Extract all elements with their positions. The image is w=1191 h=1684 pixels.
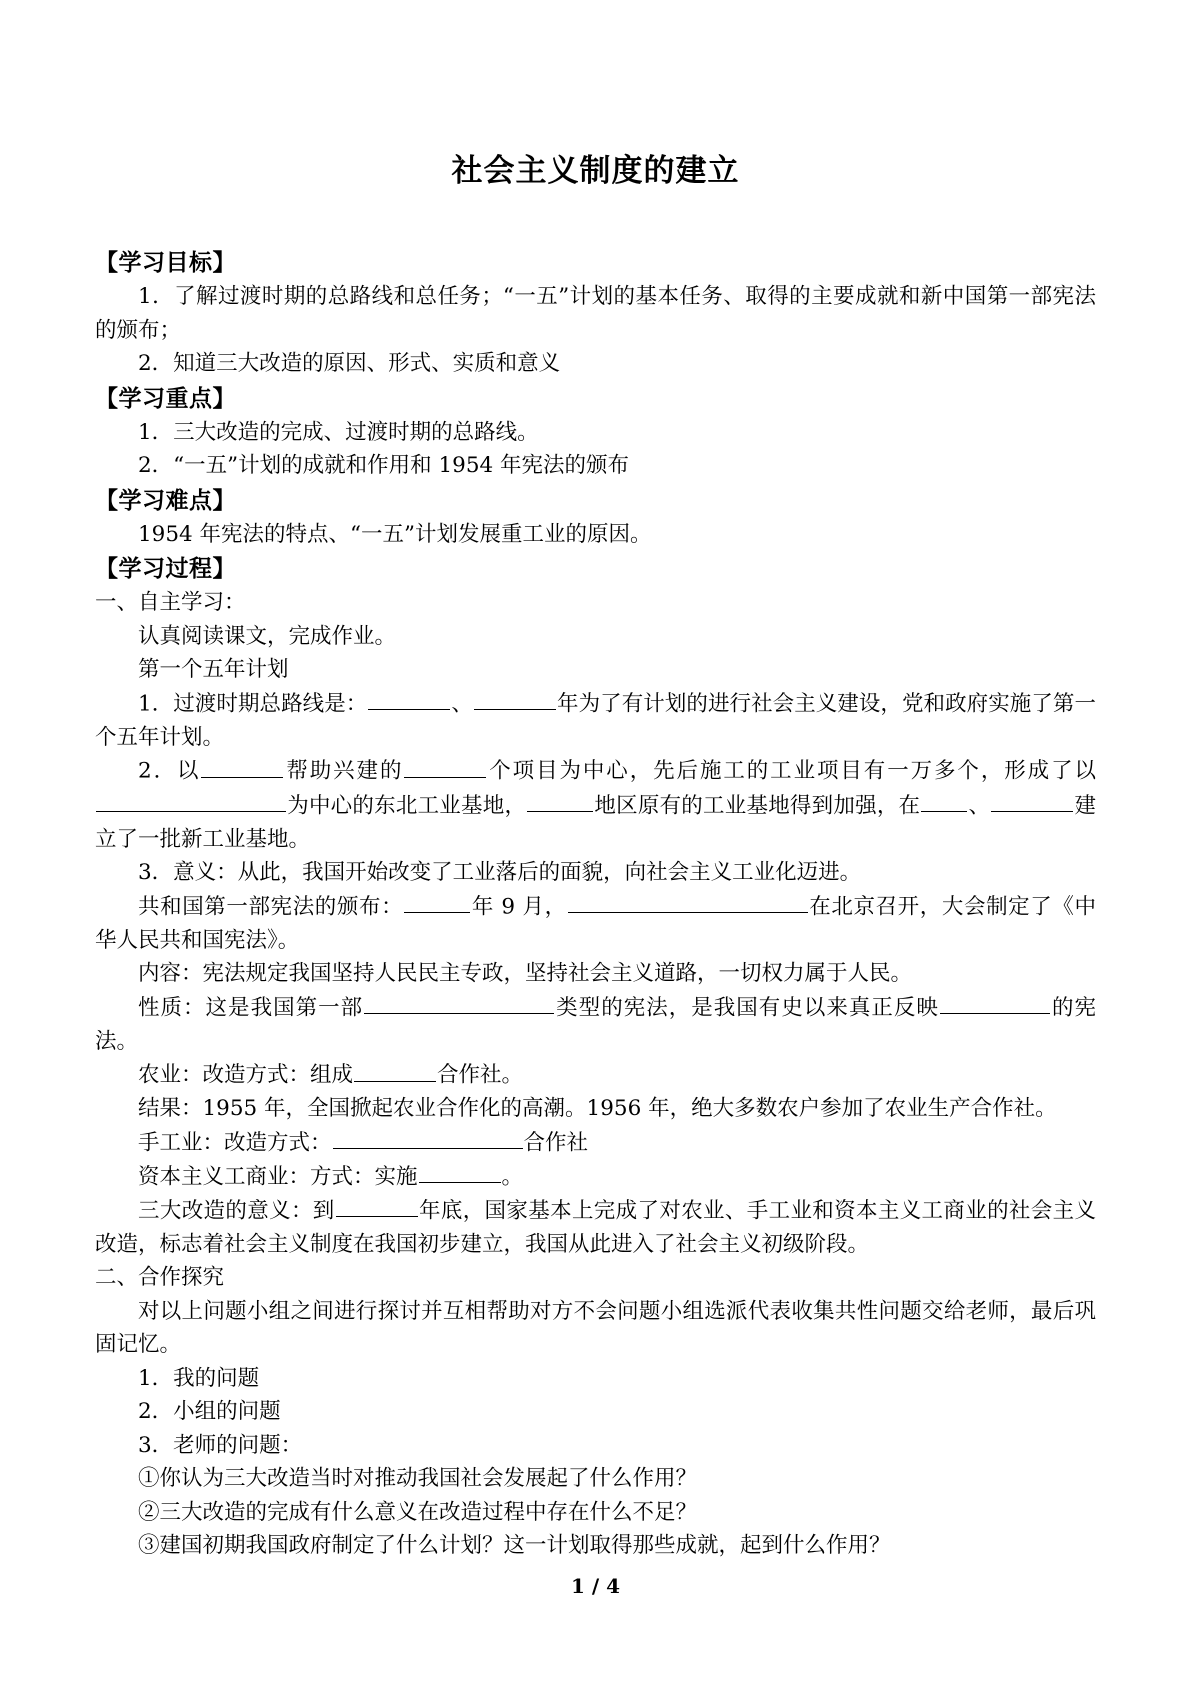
objective-item-2: 2．知道三大改造的原因、形式、实质和意义: [138, 351, 561, 377]
section-heading-objectives: 【学习目标】: [95, 249, 236, 277]
constitution-nature: [95, 991, 1096, 1059]
handicraft-p2: 合作社: [523, 1130, 589, 1156]
handicraft-line: [95, 1126, 1096, 1160]
three-transform-p2: 年底，国家基本上完成了对农业、手工业和资本主义工商业的社会主义改造，标志着社会主义制度在我国初步建立，我国从此进入了社会主义初级阶段。: [95, 1198, 1096, 1257]
key-point-item-1: 1．三大改造的完成、过渡时期的总路线。: [138, 419, 539, 445]
fill-item-2-p4: 为中心的东北工业基地，: [287, 793, 527, 819]
teacher-question-2: ②三大改造的完成有什么意义在改造过程中存在什么不足？: [138, 1499, 698, 1525]
agriculture-p1: 农业：改造方式：组成: [138, 1062, 354, 1088]
process-instruction: 认真阅读课文，完成作业。: [138, 623, 397, 649]
agriculture-line: [95, 1058, 1096, 1092]
difficulty-item-1: 1954 年宪法的特点、“一五”计划发展重工业的原因。: [138, 521, 652, 547]
process-part-one-label: 一、自主学习：: [95, 590, 246, 616]
fill-item-3: 3．意义：从此，我国开始改变了工业落后的面貌，向社会主义工业化迈进。: [138, 860, 862, 886]
constitution-p2: 年 9 月，: [471, 894, 567, 920]
handicraft-p1: 手工业：改造方式：: [138, 1130, 332, 1156]
blank-input-2b[interactable]: [404, 754, 486, 778]
three-transform-p1: 三大改造的意义：到: [138, 1198, 335, 1224]
fill-item-2-p7: 建立了一批新工业基地。: [95, 793, 1096, 852]
blank-input-2f[interactable]: [991, 789, 1073, 813]
section-heading-process: 【学习过程】: [95, 555, 236, 583]
fill-item-2-p3: 个项目为中心，先后施工的工业项目有一万多个，形成了以: [487, 759, 1096, 785]
fill-item-1-suffix: 年为了有计划的进行社会主义建设，党和政府实施了第一个五年计划。: [95, 691, 1096, 750]
part-two-item-3: 3．老师的问题：: [138, 1432, 303, 1458]
blank-input-capitalist[interactable]: [419, 1160, 501, 1184]
constitution-content: 内容：宪法规定我国坚持人民民主专政，坚持社会主义道路，一切权力属于人民。: [138, 961, 913, 987]
objective-item-1: 1．了解过渡时期的总路线和总任务；“一五”计划的基本任务、取得的主要成就和新中国第一部宪法的颁布；: [95, 284, 1096, 343]
nature-p2: 类型的宪法，是我国有史以来真正反映: [555, 995, 939, 1021]
fill-item-1-mid: 、: [451, 691, 473, 717]
blank-input-2c[interactable]: [96, 789, 286, 813]
process-part-two-label: 二、合作探究: [95, 1265, 225, 1291]
fill-item-2-p5: 地区原有的工业基地得到加强，在: [594, 793, 921, 819]
page-number-footer: 1 / 4: [570, 1574, 621, 1598]
fill-item-2-p2: 帮助兴建的: [284, 759, 404, 785]
blank-input-handicraft[interactable]: [333, 1126, 523, 1150]
capitalist-industry-line: [95, 1160, 1096, 1194]
capitalist-p2: 。: [501, 1164, 524, 1190]
nature-p3: 的宪法。: [95, 995, 1096, 1054]
agriculture-result: 结果：1955 年，全国掀起农业合作化的高潮。1956 年，绝大多数农户参加了农业生产合作社。: [138, 1096, 1057, 1122]
section-heading-key-points: 【学习重点】: [95, 384, 236, 412]
blank-input-congress-name[interactable]: [568, 890, 808, 914]
document-body: [95, 245, 1096, 1563]
page-title: 社会主义制度的建立: [451, 153, 740, 189]
part-two-item-2: 2．小组的问题: [138, 1399, 281, 1425]
blank-input-nature-type[interactable]: [364, 991, 554, 1015]
constitution-p1: 共和国第一部宪法的颁布：: [138, 894, 404, 920]
fill-item-1: [95, 687, 1096, 755]
three-transformations-significance: [95, 1194, 1096, 1262]
subheading-first-five-year-plan: 第一个五年计划: [138, 657, 289, 683]
blank-input-three-transform-year[interactable]: [336, 1194, 418, 1218]
teacher-question-3: ③建国初期我国政府制定了什么计划？这一计划取得那些成就，起到什么作用？: [138, 1533, 891, 1559]
blank-input-2e[interactable]: [921, 789, 967, 813]
blank-input-agriculture[interactable]: [354, 1058, 436, 1082]
fill-item-2-p6: 、: [968, 793, 991, 819]
fill-item-2: [95, 754, 1096, 856]
part-two-item-1: 1．我的问题: [138, 1365, 260, 1391]
constitution-promulgation: [95, 890, 1096, 958]
nature-p1: 性质：这是我国第一部: [138, 995, 364, 1021]
capitalist-p1: 资本主义工商业：方式：实施: [138, 1164, 418, 1190]
blank-input-1a[interactable]: [368, 687, 450, 711]
blank-input-1b[interactable]: [474, 687, 556, 711]
section-heading-difficulties: 【学习难点】: [95, 486, 236, 514]
part-two-instruction: 对以上问题小组之间进行探讨并互相帮助对方不会问题小组选派代表收集共性问题交给老师，最后巩固记忆。: [95, 1298, 1096, 1358]
teacher-question-1: ①你认为三大改造当时对推动我国社会发展起了什么作用？: [138, 1466, 698, 1492]
key-point-item-2: 2．“一五”计划的成就和作用和 1954 年宪法的颁布: [138, 453, 630, 479]
constitution-p3: 在北京召开，大会制定了《中华人民共和国宪法》。: [95, 894, 1096, 953]
fill-item-1-prefix: 1．过渡时期总路线是：: [138, 691, 368, 717]
fill-item-2-p1: 2．以: [138, 759, 201, 785]
blank-input-2a[interactable]: [201, 754, 283, 778]
blank-input-nature-reflect[interactable]: [940, 991, 1050, 1015]
blank-input-2d[interactable]: [527, 789, 593, 813]
agriculture-p2: 合作社。: [437, 1062, 524, 1088]
blank-input-constitution-year[interactable]: [404, 890, 470, 914]
